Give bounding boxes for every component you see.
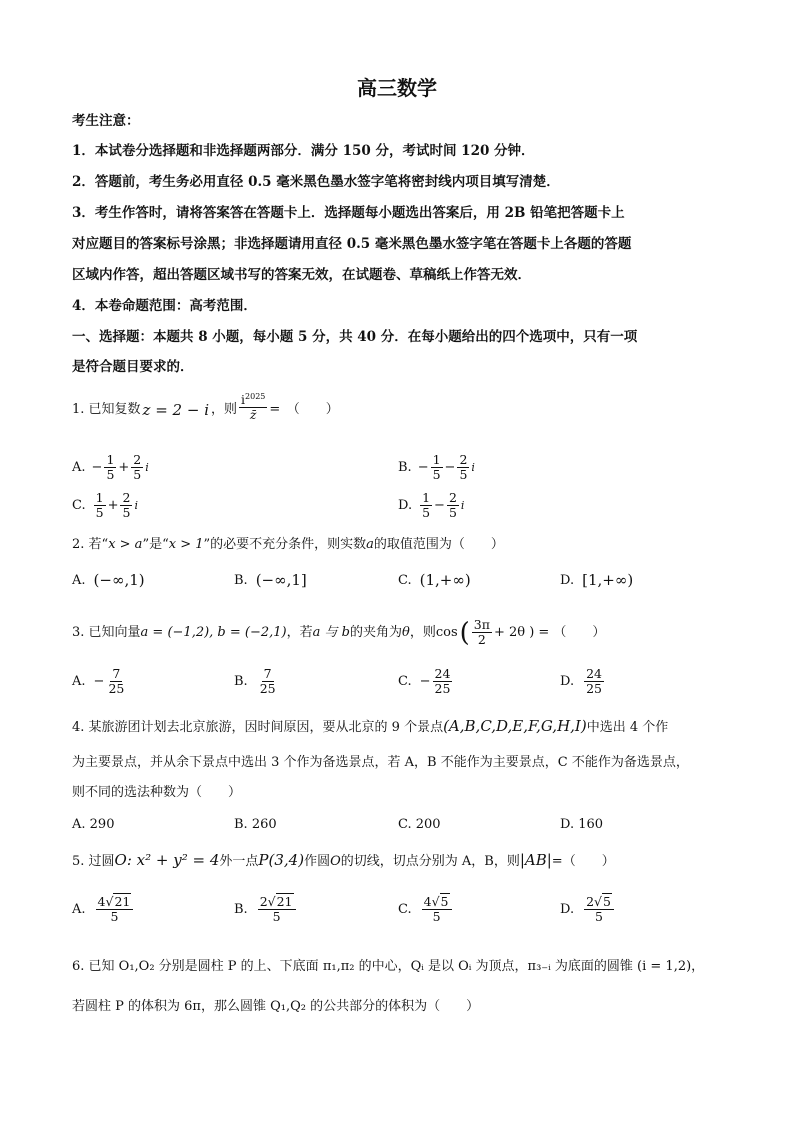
q3-option-b-den: 25 bbox=[259, 681, 276, 696]
q3-option-a-num: 7 bbox=[112, 666, 121, 681]
q3-option-a-label: A. bbox=[72, 674, 86, 689]
q3-cos: cos bbox=[435, 624, 458, 640]
q3-option-b-label: B. bbox=[234, 674, 248, 689]
q2-option-c bbox=[398, 571, 471, 589]
q1-option-d-label: D. bbox=[398, 498, 413, 513]
q3-tail: + 2θ ) = （ ） bbox=[493, 624, 606, 640]
q4-option-a: A. 290 bbox=[72, 817, 115, 832]
q5-option-c: C. $\frac{4√5}{5}$ bbox=[398, 895, 454, 924]
question-2 bbox=[72, 536, 504, 554]
q3-option-c bbox=[398, 667, 454, 696]
q2-cond-1: x > a bbox=[108, 537, 143, 552]
q5-option-c-rad: 5 bbox=[440, 894, 449, 909]
q3-option-b-num: 7 bbox=[263, 666, 272, 681]
q3-option-c-label: C. bbox=[398, 674, 412, 689]
q4-line2: 为主要景点，并从余下景点中选出 3 个作为备选景点，若 A，B 不能作为主要景点，C 不能作为备选景点， bbox=[72, 755, 689, 770]
q2-option-c-value: (1,+∞) bbox=[419, 571, 471, 589]
q3-option-d-label: D. bbox=[560, 674, 575, 689]
q3-option-c-den: 25 bbox=[434, 681, 451, 696]
q3-text-c: 的夹角为 bbox=[349, 624, 402, 640]
q5-option-a-rad: 21 bbox=[114, 894, 131, 909]
q3-text-b: ，若 bbox=[286, 624, 313, 640]
q5-option-d-coef: 2 bbox=[586, 894, 595, 909]
q3-option-a bbox=[72, 667, 128, 696]
q1-exp: 2025 bbox=[245, 392, 266, 401]
notice-item-1: 1．本试卷分选择题和非选择题两部分．满分 150 分，考试时间 120 分钟． bbox=[72, 143, 535, 159]
q3-ab: a 与 b bbox=[312, 624, 350, 640]
q2-option-d-label: D. bbox=[560, 572, 575, 588]
q2-option-b-value: (−∞,1] bbox=[255, 571, 307, 589]
q5-point: P(3,4) bbox=[258, 851, 305, 869]
q2-option-d bbox=[560, 571, 633, 589]
q4-set: (A,B,C,D,E,F,G,H,I) bbox=[443, 717, 587, 735]
q2-option-b-label: B. bbox=[234, 572, 248, 588]
notice-item-3-cont2: 区域内作答，超出答题区域书写的答案无效，在试题卷、草稿纸上作答无效． bbox=[72, 267, 531, 283]
q5-option-a-coef: 4 bbox=[97, 894, 106, 909]
q1-option-a-label: A. bbox=[72, 460, 86, 475]
question-6: 6. 已知 O₁,O₂ 分别是圆柱 P 的上、下底面 π₁,π₂ 的中心，Qᵢ 是以 Oᵢ 为顶点，π₃₋ᵢ 为底面的圆锥 (i = 1,2)， bbox=[72, 959, 705, 974]
section-heading-cont: 是符合题目要求的． bbox=[72, 359, 194, 375]
q5-o: O bbox=[330, 854, 341, 869]
q1-fraction bbox=[239, 390, 267, 422]
q4-line3: 则不同的选法种数为（ ） bbox=[72, 785, 242, 800]
q3-option-c-num: 24 bbox=[434, 666, 451, 681]
q2-text-a: 2. 若“ bbox=[72, 537, 109, 552]
question-1 bbox=[72, 392, 339, 423]
q3-vectors: a = (−1,2), b = (−2,1) bbox=[140, 624, 287, 640]
q1-den: z̄ bbox=[249, 407, 257, 423]
page-title: 高三数学 bbox=[357, 76, 437, 100]
q1-tail: = （ ） bbox=[269, 402, 339, 418]
q2-option-b bbox=[234, 571, 307, 589]
q5-text: 5. 过圆 bbox=[72, 854, 115, 869]
q5-text4: 的切线，切点分别为 A，B，则 bbox=[340, 854, 520, 869]
q1-z-expression: z = 2 − i bbox=[142, 401, 209, 420]
q3-option-a-den: 25 bbox=[108, 681, 125, 696]
q2-option-d-value: [1,+∞) bbox=[582, 571, 634, 589]
q3-theta: θ bbox=[402, 624, 410, 640]
q6-line2: 若圆柱 P 的体积为 6π，那么圆锥 Q₁,Q₂ 的公共部分的体积为（ ） bbox=[72, 999, 480, 1014]
q3-option-d-num: 24 bbox=[586, 666, 602, 681]
section-heading: 一、选择题：本题共 8 小题，每小题 5 分，共 40 分．在每小题给出的四个选项中，只有一项 bbox=[72, 329, 638, 345]
q5-tail: =（ ） bbox=[551, 854, 615, 869]
question-4 bbox=[72, 717, 668, 737]
q2-option-a bbox=[72, 571, 145, 589]
q5-option-b: B. $\frac{2√21}{5}$ bbox=[234, 895, 298, 924]
q5-option-b-coef: 2 bbox=[259, 894, 268, 909]
q3-option-d-den: 25 bbox=[586, 681, 602, 696]
q4-line1b: 中选出 4 个作 bbox=[586, 720, 669, 735]
q5-text3: 作圆 bbox=[304, 854, 331, 869]
q5-option-d-label: D. bbox=[560, 902, 575, 917]
q5-option-a-den: 5 bbox=[110, 909, 119, 924]
q4-line1a: 4. 某旅游团计划去北京旅游，因时间原因，要从北京的 9 个景点 bbox=[72, 720, 444, 735]
q1-mid: ，则 bbox=[211, 402, 238, 418]
q5-option-c-label: C. bbox=[398, 902, 412, 917]
q5-option-a-label: A. bbox=[72, 902, 86, 917]
notice-item-3-cont: 对应题目的答案标号涂黑；非选择题请用直径 0.5 毫米黑色墨水签字笔在答题卡上各题的答题 bbox=[72, 236, 632, 252]
q5-text2: 外一点 bbox=[219, 854, 259, 869]
q3-text-d: ，则 bbox=[409, 624, 436, 640]
q2-option-c-label: C. bbox=[398, 572, 412, 588]
q5-option-c-den: 5 bbox=[432, 909, 441, 924]
q3-option-b bbox=[234, 667, 280, 696]
notice-heading: 考生注意： bbox=[72, 113, 140, 129]
q2-var-a: a bbox=[366, 537, 374, 552]
q1-option-b-label: B. bbox=[398, 460, 412, 475]
q5-option-a: A. $\frac{4√21}{5}$ bbox=[72, 895, 135, 924]
q3-text-a: 3. 已知向量 bbox=[72, 624, 141, 640]
q2-option-a-value: (−∞,1) bbox=[93, 571, 145, 589]
notice-item-3: 3．考生作答时，请将答案答在答题卡上．选择题每小题选出答案后，用 2B 铅笔把答题卡上 bbox=[72, 205, 625, 221]
notice-item-4: 4．本卷命题范围：高考范围． bbox=[72, 298, 257, 314]
question-3: 3. 已知向量 a = (−1,2), b = (−2,1) ，若 a 与 b 的夹角为 θ ，则 cos ( $\frac{3\pi}{2}$ + 2θ ) = （ ） bbox=[72, 617, 606, 648]
q1-num: i bbox=[241, 392, 246, 408]
q3-option-d bbox=[560, 667, 606, 696]
q5-option-d: D. $\frac{2√5}{5}$ bbox=[560, 895, 616, 924]
q3-option-c-sign: − bbox=[419, 674, 431, 689]
q1-option-c-label: C. bbox=[72, 498, 86, 513]
q5-option-b-den: 5 bbox=[272, 909, 281, 924]
q5-option-d-den: 5 bbox=[595, 909, 603, 924]
notice-item-2: 2．答题前，考生务必用直径 0.5 毫米黑色墨水签字笔将密封线内项目填写清楚． bbox=[72, 174, 560, 190]
q2-text-c: ”的必要不充分条件，则实数 bbox=[203, 537, 367, 552]
q5-ab: |AB| bbox=[519, 851, 552, 869]
q2-option-a-label: A. bbox=[72, 572, 86, 588]
q4-option-c: C. 200 bbox=[398, 817, 441, 832]
q5-option-b-rad: 21 bbox=[276, 894, 293, 909]
q4-option-b: B. 260 bbox=[234, 817, 277, 832]
q1-option-c: C. $\frac{1}{5}$ + $\frac{2}{5}$ i bbox=[72, 490, 138, 520]
q5-option-b-label: B. bbox=[234, 902, 248, 917]
q2-cond-2: x > 1 bbox=[168, 537, 204, 552]
q3-option-a-sign: − bbox=[93, 674, 105, 689]
q1-option-b: B. − $\frac{1}{5}$ − $\frac{2}{5}$ i bbox=[398, 452, 475, 482]
q4-option-d: D. 160 bbox=[560, 817, 604, 832]
q1-option-a: A. − $\frac{1}{5}$ + $\frac{2}{5}$ i bbox=[72, 452, 149, 482]
q2-text-b: ”是“ bbox=[142, 537, 169, 552]
q2-text-d: 的取值范围为（ ） bbox=[373, 537, 504, 552]
q5-option-d-rad: 5 bbox=[603, 894, 611, 909]
question-5 bbox=[72, 851, 615, 871]
q1-prefix: 1. 已知复数 bbox=[72, 402, 141, 418]
q5-option-c-coef: 4 bbox=[423, 894, 432, 909]
q5-circle: O: x² + y² = 4 bbox=[114, 851, 220, 869]
q1-option-d: D. $\frac{1}{5}$ − $\frac{2}{5}$ i bbox=[398, 490, 465, 520]
